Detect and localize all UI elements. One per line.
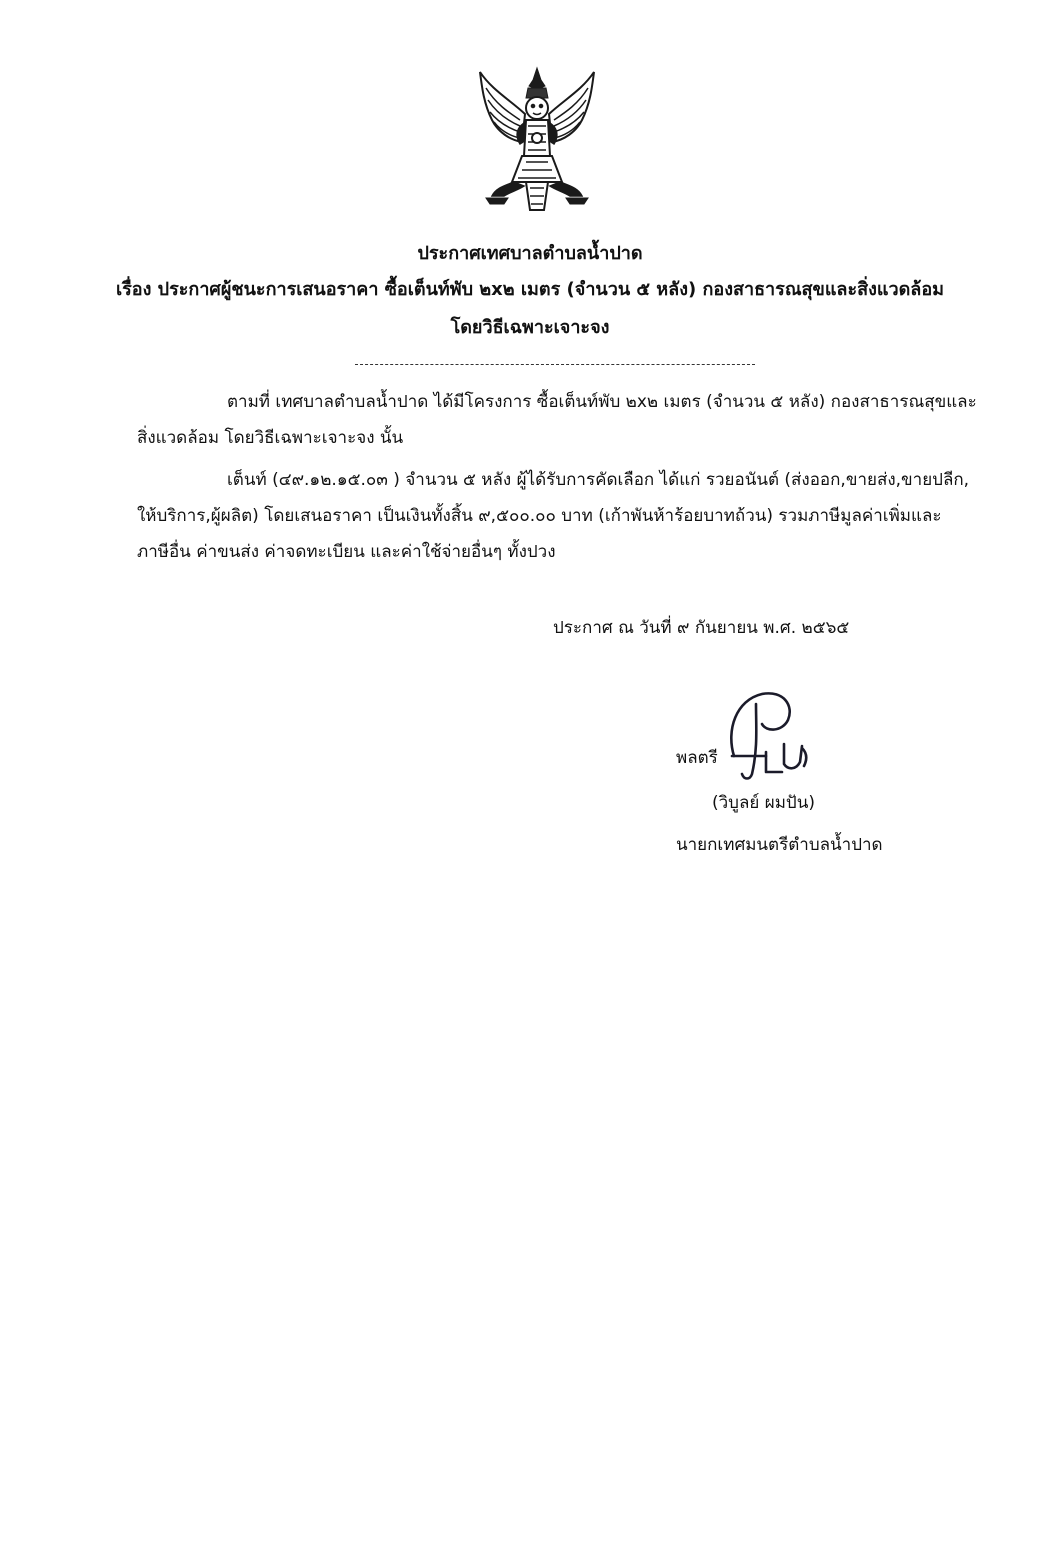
separator-line — [355, 364, 755, 365]
garuda-emblem-icon — [470, 64, 605, 216]
procurement-method: โดยวิธีเฉพาะเจาะจง — [450, 317, 610, 338]
paragraph-line: ให้บริการ,ผู้ผลิต) โดยเสนอราคา เป็นเงินทั้งสิ้น ๙,๕๐๐.๐๐ บาท (เก้าพันห้าร้อยบาทถ้วน) รวมภาษีมูลค่าเพิ่มและ — [137, 506, 942, 526]
paragraph-line: ภาษีอื่น ค่าขนส่ง ค่าจดทะเบียน และค่าใช้จ่ายอื่นๆ ทั้งปวง — [137, 542, 556, 562]
signer-position: นายกเทศมนตรีตำบลน้ำปาด — [676, 835, 883, 855]
paragraph-line: เต็นท์ (๔๙.๑๒.๑๕.๐๓ ) จำนวน ๕ หลัง ผู้ได้รับการคัดเลือก ได้แก่ รวยอนันต์ (ส่งออก,ขายส่ง,ขายปลีก, — [227, 470, 970, 490]
announcement-title: ประกาศเทศบาลตำบลน้ำปาด — [417, 243, 643, 264]
paragraph-line: สิ่งแวดล้อม โดยวิธีเฉพาะเจาะจง นั้น — [137, 428, 404, 448]
signature-icon — [722, 686, 822, 786]
announcement-date: ประกาศ ณ วันที่ ๙ กันยายน พ.ศ. ๒๕๖๕ — [553, 618, 850, 638]
signer-name: (วิบูลย์ ผมปัน) — [712, 793, 815, 813]
paragraph-line: ตามที่ เทศบาลตำบลน้ำปาด ได้มีโครงการ ซื้อเต็นท์พับ ๒x๒ เมตร (จำนวน ๕ หลัง) กองสาธารณสุขและ — [227, 392, 977, 412]
signer-rank: พลตรี — [676, 748, 718, 768]
body-paragraph-2 — [137, 462, 977, 570]
body-paragraph-1 — [137, 384, 977, 456]
announcement-subject: เรื่อง ประกาศผู้ชนะการเสนอราคา ซื้อเต็นท์พับ ๒x๒ เมตร (จำนวน ๕ หลัง) กองสาธารณสุขและสิ่งแวดล้อม — [115, 279, 945, 300]
